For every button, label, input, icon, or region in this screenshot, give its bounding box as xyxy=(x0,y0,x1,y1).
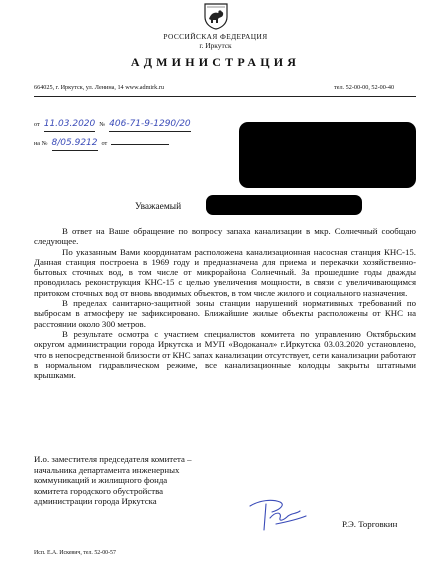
reference-date-blank xyxy=(111,144,169,145)
outgoing-registration xyxy=(34,113,191,132)
coat-of-arms-icon xyxy=(203,2,229,30)
body-paragraph: В результате осмотра с участием специалистов комитета по управлению Октябрьским округом администрации города Иркутска и МУП «Водоканал» г.Иркутска 03.03.2020 установлено, что в непосредственной близости от КНС запах канализации отсутствует, сети канализации работают в нормальном гидравлическом режиме, все канализационные колодцы закрыты штатными крышками. xyxy=(34,328,416,381)
redacted-recipient-name xyxy=(206,195,362,215)
position-line: комитета городского обустройства xyxy=(34,485,164,496)
organization-address: 664025, г. Иркутск, ул. Ленина, 14 www.admirk.ru xyxy=(34,84,164,91)
body-paragraph: В ответ на Ваше обращение по вопросу запаха канализации в мкр. Солнечный сообщаю следующее. xyxy=(34,226,416,247)
position-line: администрации города Иркутска xyxy=(34,496,157,507)
position-line: начальника департамента инженерных xyxy=(34,464,180,475)
executor-info: Исп. Е.А. Искевич, тел. 52-00-57 xyxy=(34,550,116,556)
reference-number: 8/05.9212 xyxy=(51,138,98,148)
incoming-reference xyxy=(34,132,169,151)
country-name: РОССИЙСКАЯ ФЕДЕРАЦИЯ xyxy=(163,32,268,41)
redacted-recipient-address xyxy=(239,122,416,188)
body-paragraph: В пределах санитарно-защитной зоны станции нарушений нормативных требований по выбросам в атмосферу не зафиксировано. Ближайшие жилые объекты расположены от КНС на расстоянии около 300 метров. xyxy=(34,298,416,329)
position-line: И.о. заместителя председателя комитета – xyxy=(34,454,192,464)
organization-phones: тел. 52-00-00, 52-00-40 xyxy=(334,84,395,91)
city-name: г. Иркутск xyxy=(199,41,232,50)
number-prefix: № xyxy=(99,121,106,128)
greeting: Уважаемый xyxy=(135,202,182,212)
outgoing-number: 406-71-9-1290/20 xyxy=(109,119,191,129)
header-divider xyxy=(34,96,416,97)
outgoing-date: 11.03.2020 xyxy=(43,119,96,129)
body-paragraph: По указанным Вами координатам расположена канализационная насосная станция КНС-15. Данная станция построена в 1969 году и предназначена для приема и перекачки хозяйственно-бытовых сточных вод, в том числе от микрорайона Солнечный. За прошедшие годы дважды проводилась реконструкция КНС-15 с целью увеличения мощности, в связи с увеличивающимся притоком сточных вод от вновь вводимых объектов, в том числе жилого и социального назначения. xyxy=(34,246,416,298)
reference-prefix: на № xyxy=(34,140,48,147)
signer-name: Р.Э. Торговкин xyxy=(342,519,398,529)
letter-body xyxy=(34,226,416,380)
signer-position xyxy=(34,454,192,507)
handwritten-signature xyxy=(246,496,310,534)
from-prefix: от xyxy=(34,121,40,128)
organization-title: АДМИНИСТРАЦИЯ xyxy=(130,55,301,69)
reference-from-prefix: от xyxy=(101,140,108,147)
position-line: коммуникаций и жилищного фонда xyxy=(34,475,168,486)
